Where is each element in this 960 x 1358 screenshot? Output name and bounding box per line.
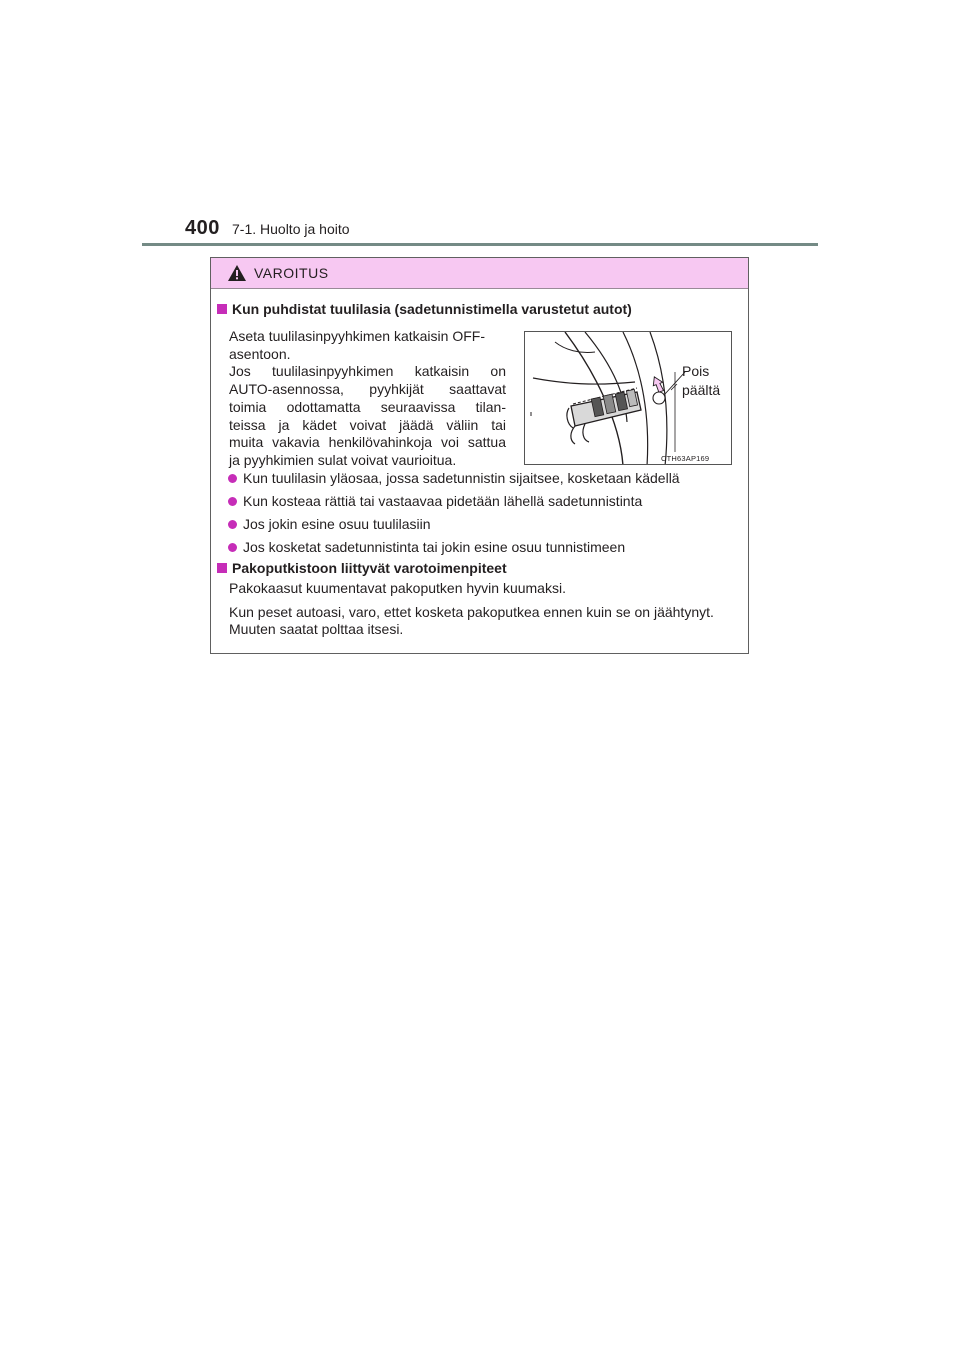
bullet-item — [228, 516, 431, 532]
warning-box — [210, 257, 749, 654]
section2-paragraph1: Pakokaasut kuumentavat pakoputken hyvin kuumaksi. — [229, 580, 566, 596]
warning-header — [211, 258, 748, 289]
circle-bullet-icon — [228, 497, 237, 506]
section1-heading-text: Kun puhdistat tuulilasia (sadetunnistimella varustetut autot) — [232, 301, 632, 317]
wiper-switch-figure — [524, 331, 732, 465]
paragraph-line: asentoon. — [229, 345, 291, 362]
circle-bullet-icon — [228, 520, 237, 529]
paragraph-line: Kun peset autoasi, varo, ettet kosketa pakoputkea ennen kuin se on jäähtynyt. — [229, 604, 714, 620]
section2-paragraph2 — [229, 604, 714, 638]
figure-label-line1: Pois — [682, 363, 710, 379]
warning-triangle-icon — [227, 264, 247, 282]
paragraph-line: Jos tuulilasinpyyhkimen katkaisin on — [229, 363, 506, 380]
paragraph-line: toimia odottamatta seuraavissa tilan- — [229, 398, 506, 415]
section2-heading-text: Pakoputkistoon liittyvät varotoimenpiteet — [232, 560, 507, 576]
paragraph-line: Muuten saatat polttaa itsesi. — [229, 621, 404, 637]
bullet-item — [228, 539, 625, 555]
bullet-item — [228, 493, 642, 509]
section1-paragraph — [229, 328, 506, 470]
circle-bullet-icon — [228, 474, 237, 483]
paragraph-line: ja pyyhkimien sulat voivat vaurioitua. — [229, 451, 457, 468]
square-bullet-icon — [217, 304, 227, 314]
bullet-item — [228, 470, 680, 486]
header-rule — [142, 243, 818, 246]
paragraph-line: muita vakavia henkilövahinkoja voi sattua — [229, 434, 506, 451]
bullet-text: Jos kosketat sadetunnistinta tai jokin esine osuu tunnistimeen — [243, 539, 626, 555]
figure-label-line2: päältä — [682, 382, 721, 398]
warning-title: VAROITUS — [254, 265, 329, 281]
paragraph-line: teissa ja kädet voivat jäädä väliin tai — [229, 416, 506, 433]
figure-code: CTH63AP169 — [661, 454, 710, 463]
paragraph-line: Aseta tuulilasinpyyhkimen katkaisin OFF- — [229, 328, 485, 344]
paragraph-line: AUTO-asennossa, pyyhkijät saattavat — [229, 381, 506, 398]
circle-bullet-icon — [228, 543, 237, 552]
bullet-text: Kun tuulilasin yläosaa, jossa sadetunnistin sijaitsee, kosketaan kädellä — [243, 470, 680, 486]
page-number: 400 — [185, 217, 220, 239]
bullet-text: Kun kosteaa rättiä tai vastaavaa pidetään lähellä sadetunnistinta — [243, 493, 643, 509]
section-title: 7-1. Huolto ja hoito — [232, 221, 350, 237]
section2-heading — [217, 560, 507, 576]
figure-label — [682, 362, 720, 400]
square-bullet-icon — [217, 563, 227, 573]
section1-heading — [217, 301, 632, 317]
bullet-text: Jos jokin esine osuu tuulilasiin — [243, 516, 431, 532]
